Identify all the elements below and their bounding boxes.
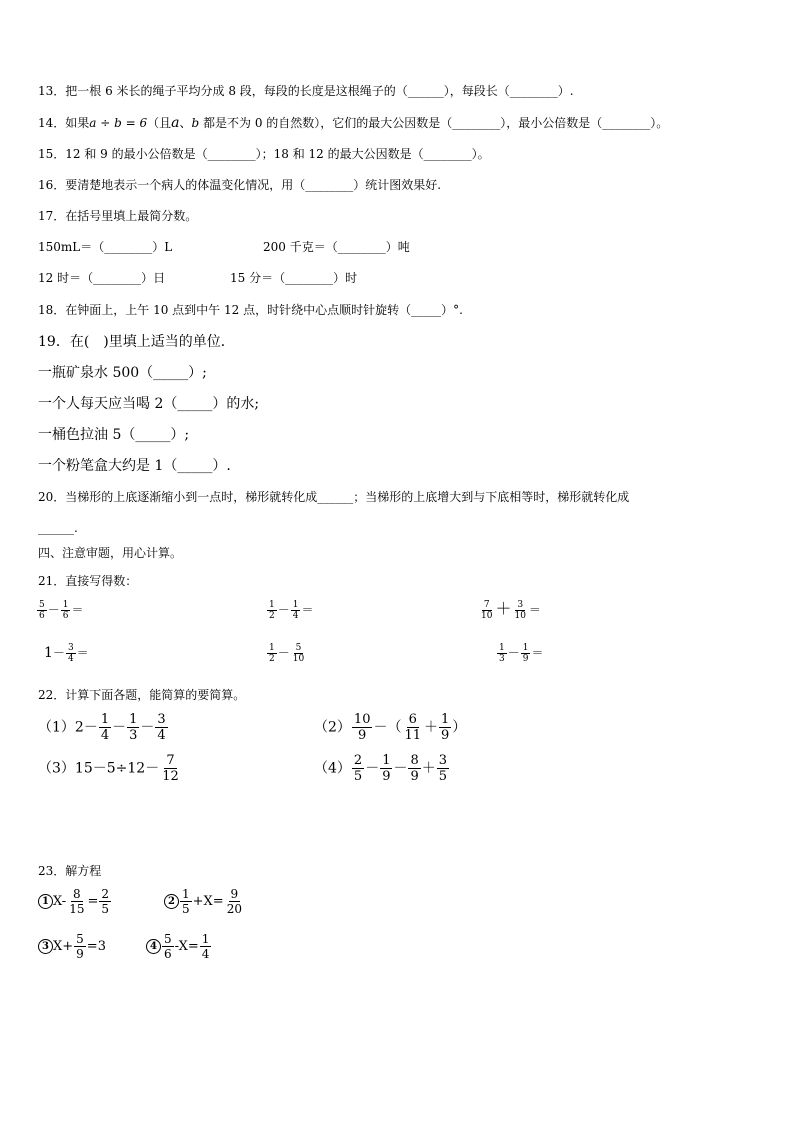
q17-item-b: 200 千克＝（________）吨 — [263, 240, 410, 254]
q21-expr-3: $\frac{7}{10}$ ＋ $\frac{3}{10}$ ＝ — [481, 599, 541, 621]
q14-var-a2: a — [171, 115, 180, 131]
question-22-title: 22．计算下面各题，能简算的要简算。 — [38, 688, 246, 702]
q14-var-b2: b — [191, 116, 200, 130]
q14-div-b: ÷ b = 6 — [96, 116, 148, 130]
question-20-line2: ______. — [38, 521, 78, 535]
q14-var-a: a — [89, 116, 97, 130]
q14-prefix: 14．如果 — [38, 116, 90, 130]
q21-expr-1: $\frac{5}{6}$ － $\frac{1}{6}$ ＝ — [39, 600, 84, 621]
q23-equation-2: 2 $\frac{1}{5}$ +X= $\frac{9}{20}$ — [164, 887, 245, 916]
q22-expr-1: （1）2－ $\frac{1}{4}$ － $\frac{1}{3}$ － $\frac{3}{4}$ — [38, 712, 166, 743]
circled-number-1: 1 — [38, 894, 53, 909]
question-13: 13．把一根 6 米长的绳子平均分成 8 段，每段的长度是这根绳子的（______），每段长（________）. — [38, 84, 574, 98]
question-19-title: 19．在( )里填上适当的单位． — [38, 334, 235, 350]
q19-item-3: 一桶色拉油 5（_____）; — [38, 427, 190, 443]
q14-suffix: 都是不为 0 的自然数），它们的最大公因数是（________），最小公倍数是（________）。 — [199, 116, 669, 130]
question-17-title: 17．在括号里填上最简分数。 — [38, 209, 198, 223]
q21-expr-2: $\frac{1}{2}$ － $\frac{1}{4}$ ＝ — [269, 600, 314, 621]
q19-item-2: 一个人每天应当喝 2（_____）的水; — [38, 396, 260, 412]
circled-number-4: 4 — [146, 939, 161, 954]
q17-item-a: 150mL＝（________）L — [38, 240, 173, 254]
q17-item-c: 12 时＝（________）日 — [38, 271, 166, 285]
q23-equation-1: 1 X- $\frac{8}{15}$ = $\frac{2}{5}$ — [38, 887, 112, 916]
circled-number-2: 2 — [164, 894, 179, 909]
q14-mid1: （且 — [147, 116, 172, 130]
question-16: 16．要清楚地表示一个病人的体温变化情况，用（________）统计图效果好. — [38, 178, 442, 192]
question-23-title: 23．解方程 — [38, 864, 102, 878]
q21-expr-5: $\frac{1}{2}$ － $\frac{5}{10}$ — [269, 643, 305, 664]
q19-item-1: 一瓶矿泉水 500（_____）; — [38, 365, 207, 381]
question-18: 18．在钟面上，上午 10 点到中午 12 点，时针绕中心点顺时针旋转（_____）°. — [38, 303, 463, 317]
question-14 — [38, 115, 668, 131]
q23-equation-4: 4 $\frac{5}{6}$ -X= $\frac{1}{4}$ — [146, 932, 212, 961]
q22-expr-4: （4） $\frac{2}{5}$ － $\frac{1}{9}$ － $\frac{8}{9}$ ＋ $\frac{3}{5}$ — [314, 753, 448, 784]
q14-mid2: 、 — [179, 116, 192, 130]
section-4-heading: 四、注意审题，用心计算。 — [38, 546, 183, 560]
q21-expr-6: $\frac{1}{3}$ － $\frac{1}{9}$ ＝ — [499, 643, 544, 664]
question-15: 15．12 和 9 的最小公倍数是（________）；18 和 12 的最大公因数是（________）。 — [38, 147, 490, 161]
q19-item-4: 一个粉笔盒大约是 1（_____）. — [38, 458, 231, 474]
q17-item-d: 15 分＝（________）时 — [230, 271, 358, 285]
q22-expr-3: （3）15－5÷12－ $\frac{7}{12}$ — [38, 753, 179, 784]
question-21-title: 21．直接写得数： — [38, 574, 138, 588]
q23-equation-3: 3 X+ $\frac{5}{9}$ =3 — [38, 932, 106, 961]
q22-expr-2: （2） $\frac{10}{9}$ －（ $\frac{6}{11}$ ＋ $\frac{1}{9}$ ） — [314, 712, 467, 743]
circled-number-3: 3 — [38, 939, 53, 954]
question-20-line1: 20．当梯形的上底逐渐缩小到一点时，梯形就转化成______；当梯形的上底增大到与下底相等时，梯形就转化成 — [38, 490, 630, 504]
q21-expr-4: 1－ $\frac{3}{4}$ ＝ — [44, 643, 89, 664]
